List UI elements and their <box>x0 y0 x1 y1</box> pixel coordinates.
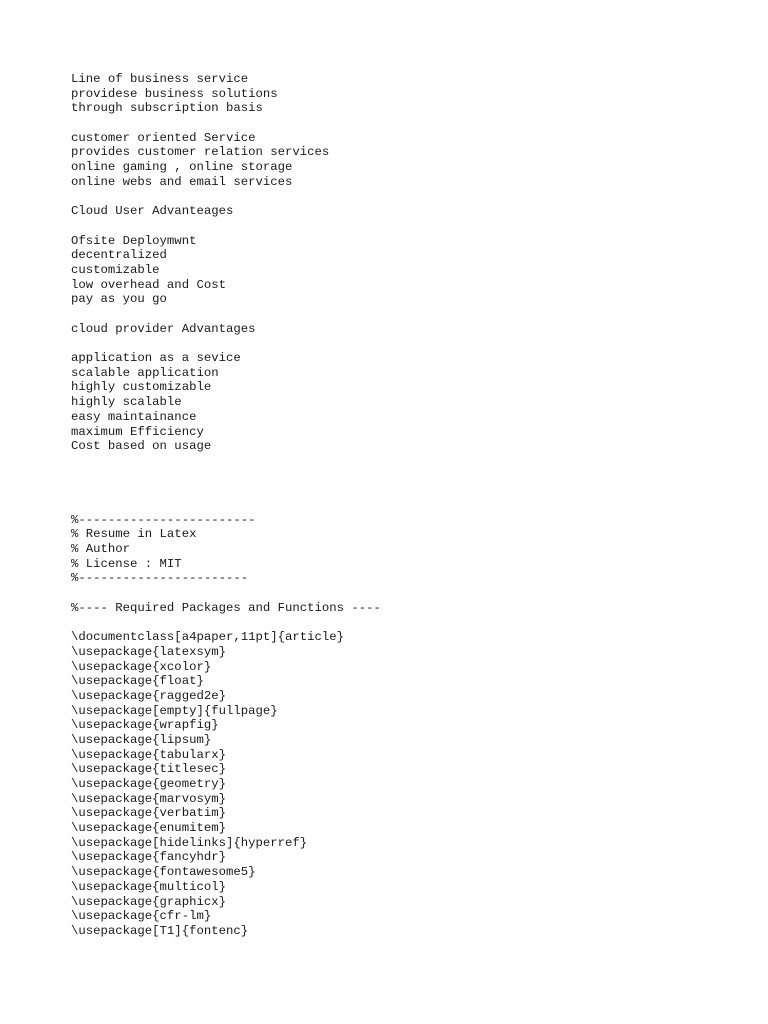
code-line: \usepackage[T1]{fontenc} <box>71 923 249 938</box>
code-line: \documentclass[a4paper,11pt]{article} <box>71 630 345 645</box>
code-line: % Resume in Latex <box>71 527 197 542</box>
code-line: \usepackage{graphicx} <box>71 894 226 909</box>
document-page <box>71 72 751 939</box>
code-line: \usepackage{multicol} <box>71 879 226 894</box>
code-line: \usepackage{fancyhdr} <box>71 850 226 865</box>
text-line: Line of business service <box>71 72 249 86</box>
provider-advantages-list <box>71 351 751 454</box>
list-item: Ofsite Deploymwnt <box>71 233 197 248</box>
code-line: \usepackage{lipsum} <box>71 732 212 747</box>
code-line: \usepackage{wrapfig} <box>71 718 219 733</box>
code-line: \usepackage{geometry} <box>71 777 226 792</box>
packages-heading: %---- Required Packages and Functions ---- <box>71 600 381 615</box>
code-line: \usepackage{fontawesome5} <box>71 865 256 880</box>
code-line: \usepackage{xcolor} <box>71 659 212 674</box>
text-line: online webs and email services <box>71 174 293 189</box>
list-item: highly customizable <box>71 380 212 395</box>
list-item: decentralized <box>71 248 167 263</box>
code-line: % Author <box>71 542 131 557</box>
list-item: easy maintainance <box>71 409 197 424</box>
code-line: \usepackage{marvosym} <box>71 791 226 806</box>
provider-advantages-heading: cloud provider Advantages <box>71 321 256 336</box>
list-item: scalable application <box>71 365 219 380</box>
user-advantages-list <box>71 234 751 307</box>
list-item: Cost based on usage <box>71 439 212 454</box>
code-line: \usepackage{float} <box>71 674 204 689</box>
code-line: \usepackage[empty]{fullpage} <box>71 703 278 718</box>
list-item: low overhead and Cost <box>71 277 226 292</box>
code-line: \usepackage{cfr-lm} <box>71 909 212 924</box>
list-item: maximum Efficiency <box>71 424 204 439</box>
code-line: %------------------------ <box>71 512 256 527</box>
code-line: \usepackage{ragged2e} <box>71 688 226 703</box>
latex-comment-header <box>71 513 751 586</box>
code-line: % License : MIT <box>71 556 182 571</box>
list-item: pay as you go <box>71 292 167 307</box>
text-line: provides customer relation services <box>71 145 330 160</box>
list-item: highly scalable <box>71 395 182 410</box>
business-service-block <box>71 72 751 116</box>
text-line: online gaming , online storage <box>71 160 293 175</box>
code-line: \usepackage{enumitem} <box>71 821 226 836</box>
code-line: \usepackage{tabularx} <box>71 747 226 762</box>
list-item: application as a sevice <box>71 351 241 366</box>
list-item: customizable <box>71 262 160 277</box>
code-line: \usepackage{verbatim} <box>71 806 226 821</box>
user-advantages-heading: Cloud User Advanteages <box>71 204 234 219</box>
text-line: providese business solutions <box>71 86 278 101</box>
latex-packages-list <box>71 630 751 938</box>
text-line: through subscription basis <box>71 101 263 116</box>
code-line: \usepackage[hidelinks]{hyperref} <box>71 835 308 850</box>
code-line: \usepackage{latexsym} <box>71 644 226 659</box>
code-line: \usepackage{titlesec} <box>71 762 226 777</box>
code-line: %----------------------- <box>71 571 249 586</box>
customer-service-block <box>71 131 751 190</box>
text-line: customer oriented Service <box>71 130 256 145</box>
